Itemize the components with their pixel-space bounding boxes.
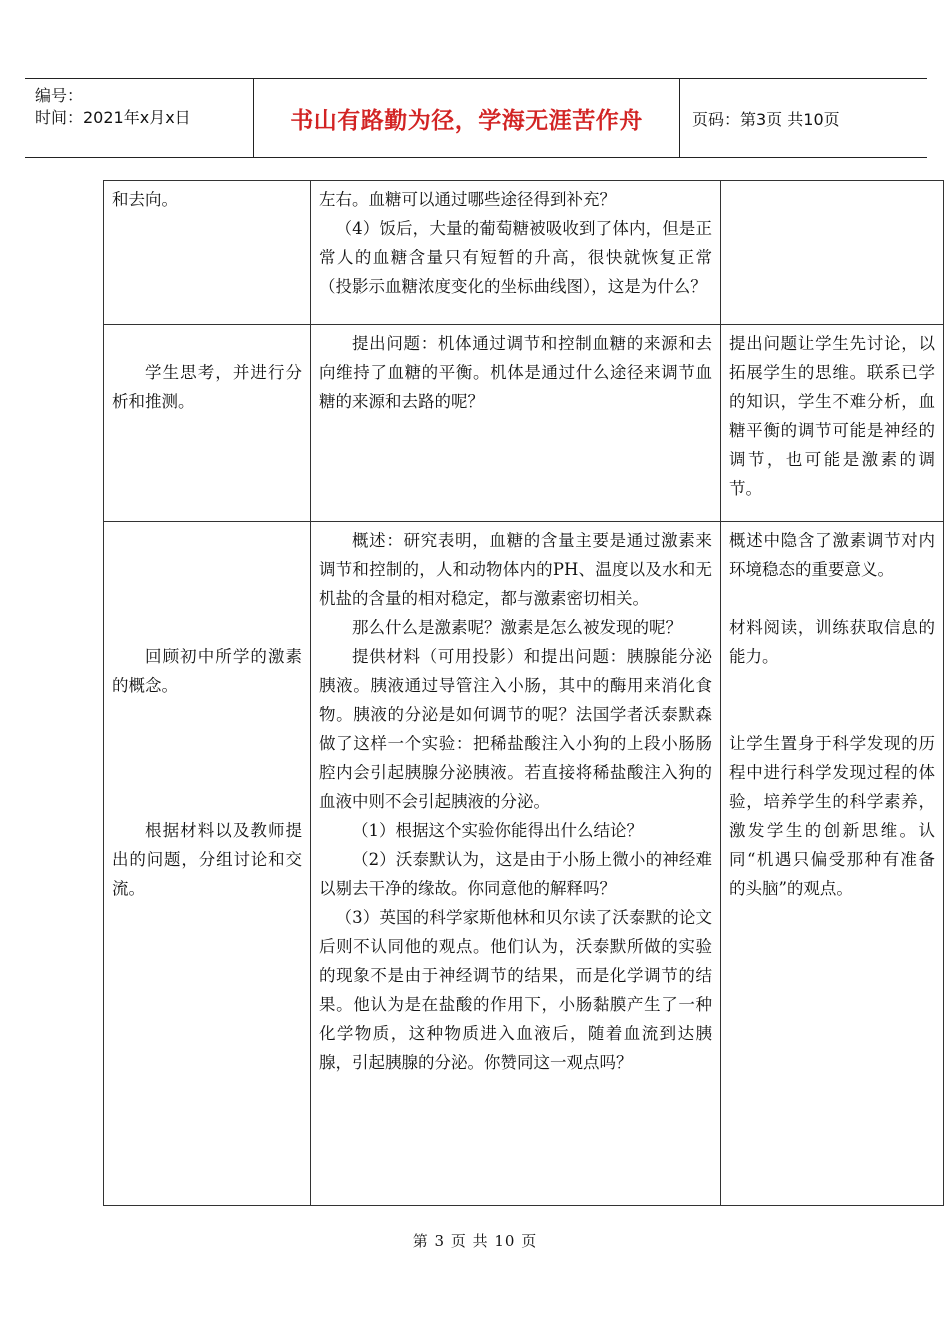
teacher-activity-cell <box>311 181 721 325</box>
page-footer: 第 3 页 共 10 页 <box>412 1232 538 1250</box>
header-meta-cell <box>25 79 254 157</box>
design-intent-cell <box>721 325 944 522</box>
teacher-text: 左右。血糖可以通过哪些途径得到补充？ <box>319 190 616 209</box>
teacher-activity-cell <box>311 522 721 1206</box>
header-page-label: 页码：第3页 共10页 <box>692 109 840 129</box>
teacher-text: 概述：研究表明，血糖的含量主要是通过激素来调节和控制的，人和动物体内的PH、温度以及水和无机盐的含量的相对稳定，都与激素密切相关。 <box>319 531 712 608</box>
design-intent-cell <box>721 522 944 1206</box>
teacher-text: （3）英国的科学家斯他林和贝尔读了沃泰默的论文后则不认同他的观点。他们认为，沃泰默所做的实验的现象不是由于神经调节的结果，而是化学调节的结果。他认为是在盐酸的作用下，小肠黏膜产生了一种化学物质，这种物质进入血液后，随着血流到达胰腺，引起胰腺的分泌。你赞同这一观点吗？ <box>319 908 712 1072</box>
student-activity-cell <box>104 325 311 522</box>
student-text: 学生思考，并进行分析和推测。 <box>112 363 302 411</box>
lesson-plan-table <box>103 180 944 1206</box>
teacher-text: 提出问题：机体通过调节和控制血糖的来源和去向维持了血糖的平衡。机体是通过什么途径来调节血糖的来源和去路的呢？ <box>319 334 712 411</box>
teacher-text: （4）饭后，大量的葡萄糖被吸收到了体内，但是正常人的血糖含量只有短暂的升高，很快就恢复正常（投影示血糖浓度变化的坐标曲线图），这是为什么？ <box>319 219 712 296</box>
student-activity-cell <box>104 181 311 325</box>
table-row <box>104 325 944 522</box>
teacher-text: （1）根据这个实验你能得出什么结论？ <box>352 821 643 840</box>
time-label: 时间：2021年x月x日 <box>35 108 191 127</box>
teacher-activity-cell <box>311 325 721 522</box>
student-text: 和去向。 <box>112 190 178 209</box>
intent-text: 提出问题让学生先讨论，以拓展学生的思维。联系已学的知识，学生不难分析，血糖平衡的调节可能是神经的调节，也可能是激素的调节。 <box>729 334 935 498</box>
teacher-text: 提供材料（可用投影）和提出问题：胰腺能分泌胰液。胰液通过导管注入小肠，其中的酶用来消化食物。胰液的分泌是如何调节的呢？法国学者沃泰默森做了这样一个实验：把稀盐酸注入小狗的上段小肠肠腔内会引起胰腺分泌胰液。若直接将稀盐酸注入狗的血液中则不会引起胰液的分泌。 <box>319 647 712 811</box>
number-label: 编号： <box>35 86 84 105</box>
student-activity-cell <box>104 522 311 1206</box>
table-row <box>104 181 944 325</box>
design-intent-cell <box>721 181 944 325</box>
student-text: 回顾初中所学的激素的概念。 <box>112 647 302 695</box>
intent-text: 让学生置身于科学发现的历程中进行科学发现过程的体验，培养学生的科学素养，激发学生的创新思维。认同“机遇只偏受那种有准备的头脑”的观点。 <box>729 734 935 898</box>
table-row <box>104 522 944 1206</box>
header-motto: 书山有路勤为径，学海无涯苦作舟 <box>254 79 680 157</box>
student-text: 根据材料以及教师提出的问题，分组讨论和交流。 <box>112 821 302 898</box>
page-header <box>25 78 927 158</box>
intent-text: 材料阅读，训练获取信息的能力。 <box>729 618 935 666</box>
teacher-text: 那么什么是激素呢？激素是怎么被发现的呢？ <box>352 618 682 637</box>
intent-text: 概述中隐含了激素调节对内环境稳态的重要意义。 <box>729 531 935 579</box>
teacher-text: （2）沃泰默认为，这是由于小肠上微小的神经难以剔去干净的缘故。你同意他的解释吗？ <box>319 850 712 898</box>
